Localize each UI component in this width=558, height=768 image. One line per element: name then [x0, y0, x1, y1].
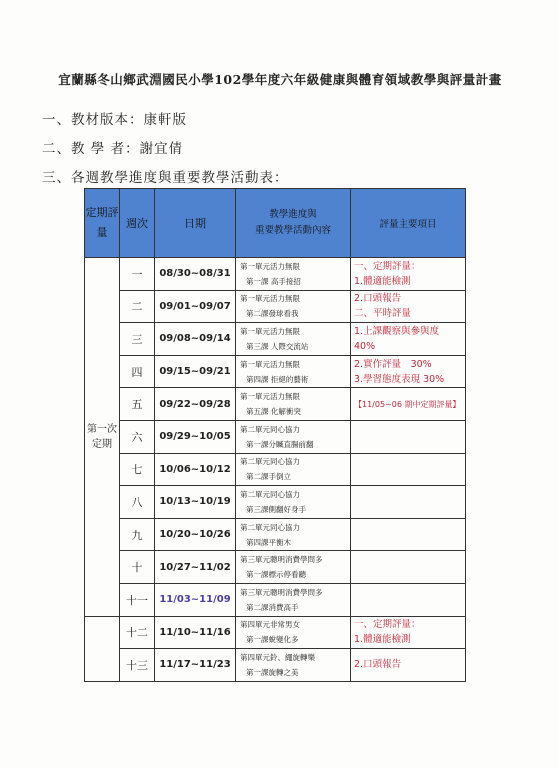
eval-cell: [351, 420, 466, 453]
header-activity-line1: 教學進度與: [269, 209, 317, 220]
table-row: [85, 453, 466, 486]
week-cell: 九: [120, 518, 155, 551]
table-row: [85, 388, 466, 421]
date-cell: 11/10~11/16: [155, 616, 236, 649]
activity-lesson: 第一課蛻變化多: [246, 635, 299, 645]
eval-item: 2.實作評量 30%: [354, 358, 432, 370]
document-title: 宜蘭縣冬山鄉武淵國民小學102學年度六年級健康與體育領域教學與評量計畫: [58, 72, 502, 87]
activity-lesson: 第二課手倒立: [246, 472, 291, 482]
eval-cell: [351, 355, 466, 388]
date-cell: 10/13~10/19: [155, 486, 236, 519]
date-cell: 09/15~09/21: [155, 355, 236, 388]
period-label: 第一次: [87, 423, 117, 435]
week-cell: 十三: [120, 649, 155, 682]
week-cell: 十: [120, 551, 155, 584]
eval-item: 2.口頭報告: [354, 659, 402, 671]
eval-cell: [351, 290, 466, 323]
table-row: [85, 518, 466, 551]
activity-unit: 第一單元活力無限: [240, 326, 300, 336]
eval-item: 2.口頭報告: [354, 293, 402, 305]
schedule-heading: 三、各週教學進度與重要教學活動表：: [42, 170, 289, 186]
eval-item: 1.體適能檢測: [354, 275, 411, 287]
header-week: 週次: [120, 189, 155, 258]
activity-unit: 第一單元活力無限: [240, 392, 300, 402]
week-cell: 五: [120, 388, 155, 421]
week-cell: 十二: [120, 616, 155, 649]
activity-unit: 第二單元同心協力: [240, 457, 300, 467]
activity-unit: 第一單元活力無限: [240, 294, 300, 304]
activity-unit: 第三單元聰明消費學問多: [240, 587, 323, 597]
eval-item: 一、定期評量：: [354, 260, 421, 272]
eval-item: 一、定期評量：: [354, 619, 421, 631]
activity-cell: [236, 551, 351, 584]
eval-item: 二、平時評量: [354, 308, 412, 320]
activity-lesson: 第三課側翻好身手: [246, 504, 306, 514]
period-cell-empty: [85, 616, 120, 681]
activity-unit: 第四單元非常男女: [240, 620, 300, 630]
table-row: [85, 420, 466, 453]
activity-cell: [236, 420, 351, 453]
week-cell: 八: [120, 486, 155, 519]
activity-cell: [236, 355, 351, 388]
eval-cell: [351, 551, 466, 584]
activity-unit: 第二單元同心協力: [240, 522, 300, 532]
date-cell: 11/03~11/09: [155, 583, 236, 616]
activity-lesson: 第一課標示停看聽: [246, 570, 306, 580]
header-activity: [236, 189, 351, 258]
activity-cell: [236, 649, 351, 682]
activity-cell: [236, 258, 351, 291]
table-row: [85, 486, 466, 519]
schedule-table: [84, 188, 466, 682]
week-cell: 六: [120, 420, 155, 453]
eval-item: 1.上課觀察與參與度: [354, 325, 440, 337]
header-activity-line2: 重要教學活動內容: [254, 225, 331, 236]
activity-cell: [236, 453, 351, 486]
materials-line: 一、教材版本：康軒版: [42, 112, 187, 128]
date-cell: 09/01~09/07: [155, 290, 236, 323]
week-cell: 一: [120, 258, 155, 291]
activity-lesson: 第四課平衡木: [246, 537, 291, 547]
eval-item: 1.體適能檢測: [354, 634, 411, 646]
eval-cell: [351, 388, 466, 421]
table-header-row: [85, 189, 466, 258]
eval-item: 3.學習態度表現 30%: [354, 373, 445, 385]
table-row: [85, 551, 466, 584]
eval-item: 【11/05~06 期中定期評量】: [354, 399, 461, 409]
week-cell: 二: [120, 290, 155, 323]
activity-cell: [236, 518, 351, 551]
activity-cell: [236, 290, 351, 323]
activity-lesson: 第二課消費高手: [246, 602, 299, 612]
activity-lesson: 第二課發球看我: [246, 309, 299, 319]
week-cell: 三: [120, 323, 155, 356]
activity-lesson: 第一課 高手接招: [246, 276, 301, 286]
activity-lesson: 第五課 化解衝突: [246, 407, 301, 417]
date-cell: 09/29~10/05: [155, 420, 236, 453]
table-row: [85, 583, 466, 616]
eval-cell: [351, 486, 466, 519]
header-eval: 評量主要項目: [351, 189, 466, 258]
week-cell: 四: [120, 355, 155, 388]
activity-unit: 第一單元活力無限: [240, 261, 300, 271]
eval-cell: [351, 453, 466, 486]
date-cell: 10/06~10/12: [155, 453, 236, 486]
header-date: 日期: [155, 189, 236, 258]
activity-unit: 第四單元鈴、繩旋轉樂: [240, 652, 315, 662]
table-row: [85, 323, 466, 356]
teacher-line: 二、教 學 者：謝宜倩: [42, 141, 184, 157]
activity-unit: 第三單元聰明消費學問多: [240, 555, 323, 565]
activity-cell: [236, 583, 351, 616]
activity-lesson: 第一課分贓直腸前翻: [246, 439, 314, 449]
date-cell: 10/20~10/26: [155, 518, 236, 551]
activity-unit: 第二單元同心協力: [240, 489, 300, 499]
date-cell: 10/27~11/02: [155, 551, 236, 584]
table-row: [85, 258, 466, 291]
week-cell: 七: [120, 453, 155, 486]
eval-cell: [351, 323, 466, 356]
eval-cell: [351, 258, 466, 291]
activity-unit: 第二單元同心協力: [240, 424, 300, 434]
eval-cell: [351, 616, 466, 649]
header-period: 定期評量: [85, 189, 120, 258]
activity-lesson: 第一課旋轉之美: [246, 667, 299, 677]
period-cell: [85, 258, 120, 617]
eval-cell: [351, 518, 466, 551]
table-row: [85, 616, 466, 649]
week-cell: 十一: [120, 583, 155, 616]
activity-unit: 第一單元活力無限: [240, 359, 300, 369]
date-cell: 08/30~08/31: [155, 258, 236, 291]
eval-cell: [351, 649, 466, 682]
eval-item: 40%: [354, 340, 376, 352]
table-row: [85, 649, 466, 682]
activity-cell: [236, 323, 351, 356]
date-cell: 09/08~09/14: [155, 323, 236, 356]
activity-cell: [236, 616, 351, 649]
eval-cell: [351, 583, 466, 616]
activity-lesson: 第四課 拒絕的藝術: [246, 374, 309, 384]
date-cell: 11/17~11/23: [155, 649, 236, 682]
activity-cell: [236, 486, 351, 519]
table-row: [85, 355, 466, 388]
date-cell: 09/22~09/28: [155, 388, 236, 421]
activity-lesson: 第三課 人際交流站: [246, 341, 309, 351]
table-row: [85, 290, 466, 323]
activity-cell: [236, 388, 351, 421]
period-label: 定期: [92, 438, 112, 450]
